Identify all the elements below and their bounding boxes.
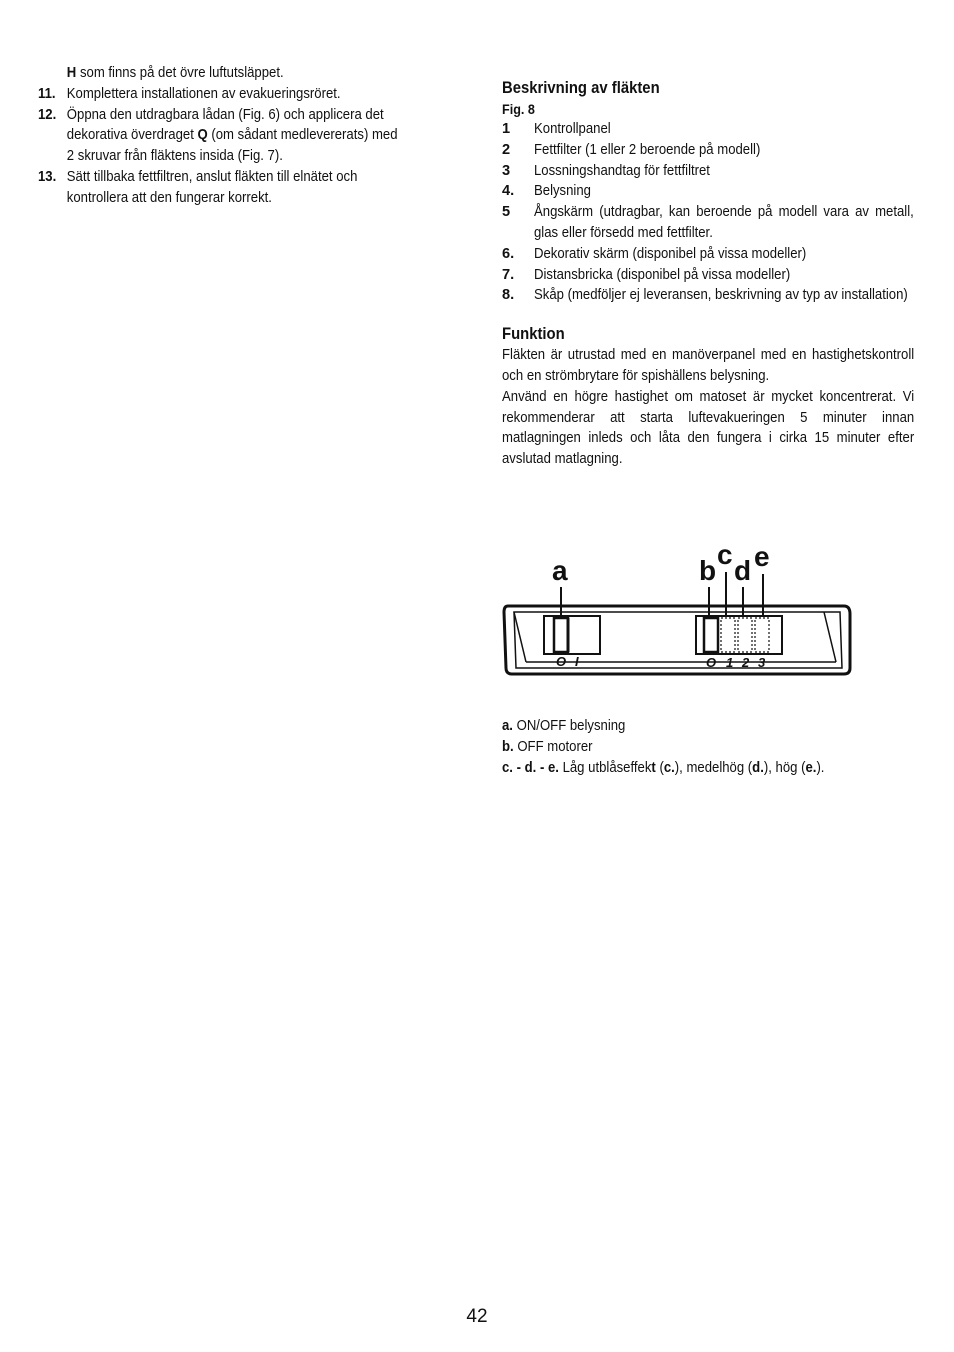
diagram-legend	[502, 716, 880, 778]
step-text: Komplettera installationen av evakueringsröret.	[66, 85, 341, 102]
part-item	[502, 161, 914, 182]
right-column	[502, 77, 914, 470]
legend-text: ).	[816, 759, 825, 776]
letter-d: d	[734, 555, 752, 586]
step-11	[38, 84, 405, 105]
part-item	[502, 181, 914, 202]
part-text: Ångskärm (utdragbar, kan beroende på modell vara av metall, glas eller försedd med fettfilter.	[534, 204, 914, 241]
step-number: 12.	[38, 106, 57, 123]
legend-key: b.	[502, 738, 514, 755]
letter-a: a	[552, 555, 568, 586]
part-number: 1	[502, 121, 511, 137]
label-q: Q	[197, 127, 208, 144]
step-number: 13.	[38, 168, 57, 185]
step-text: (om sådant medlevererats) med 2 skruvar från fläktens insida (Fig. 7).	[66, 127, 398, 165]
part-number: 7.	[502, 266, 515, 283]
part-text: Belysning	[534, 183, 591, 200]
legend-b	[502, 737, 880, 758]
step-text: Sätt tillbaka fettfiltren, anslut fläkten till elnätet och kontrollera att den fungerar korrekt.	[66, 168, 358, 206]
part-text: Dekorativ skärm (disponibel på vissa modeller)	[534, 245, 807, 262]
part-text: Distansbricka (disponibel på vissa modeller)	[534, 266, 791, 283]
fig-label: Fig. 8	[502, 101, 535, 117]
page-number: 42	[466, 1306, 488, 1327]
continued-text: som finns på det övre luftutsläppet.	[76, 65, 284, 81]
light-off-mark: O	[556, 654, 567, 669]
light-switch	[544, 616, 600, 654]
letter-e: e	[754, 541, 770, 572]
part-item	[502, 265, 914, 286]
speed-3-mark: 3	[758, 655, 766, 670]
continued-line	[38, 63, 405, 84]
letter-c: c	[717, 540, 733, 570]
function-paragraph: Använd en högre hastighet om matoset är mycket koncentrerat. Vi rekommenderar att starta luftevakueringen 5 minuter innan matlagningen inleds och låta den fungera i cirka 15 minuter efter avslutad matlagning.	[502, 388, 915, 468]
left-column	[38, 63, 446, 209]
part-item	[502, 140, 914, 161]
label-h: H	[66, 65, 77, 81]
function-text	[502, 345, 914, 470]
step-12	[38, 105, 405, 167]
letter-b: b	[699, 555, 717, 586]
legend-letter-e: e.	[805, 759, 817, 776]
left-text-block	[38, 63, 405, 209]
legend-text: ), hög (	[763, 759, 806, 776]
part-number: 4.	[502, 183, 515, 200]
legend-cde	[502, 758, 880, 779]
legend-text: (	[655, 759, 664, 776]
parts-list	[502, 119, 914, 306]
legend-a	[502, 716, 880, 737]
part-text: Lossningshandtag för fettfiltret	[534, 162, 710, 179]
light-on-mark: I	[575, 654, 579, 669]
part-number: 3	[502, 162, 511, 179]
step-number: 11.	[38, 85, 56, 102]
legend-letter-d: d.	[752, 759, 764, 776]
speed-off-mark: O	[706, 655, 717, 670]
part-number: 6.	[502, 245, 515, 262]
part-text: Skåp (medföljer ej leveransen, beskrivning av typ av installation)	[534, 287, 908, 304]
legend-text-bold: t	[651, 759, 656, 776]
legend-key: c. - d. - e.	[502, 759, 559, 776]
part-item	[502, 244, 914, 265]
control-panel-diagram	[500, 540, 856, 680]
legend-text: ), medelhög (	[674, 759, 753, 776]
speed-2-mark: 2	[742, 655, 750, 670]
part-number: 8.	[502, 287, 515, 304]
legend-text: ON/OFF belysning	[512, 718, 626, 734]
part-item	[502, 202, 914, 244]
function-paragraph: Fläkten är utrustad med en manöverpanel med en hastighetskontroll och en strömbrytare för spishällens belysning.	[502, 347, 915, 384]
step-13	[38, 167, 405, 209]
legend-text: OFF motorer	[513, 738, 593, 755]
part-text: Kontrollpanel	[534, 121, 611, 137]
part-number: 5	[502, 204, 511, 221]
heading-description: Beskrivning av fläkten	[502, 79, 660, 97]
legend-letter-c: c.	[663, 759, 675, 776]
part-number: 2	[502, 141, 511, 158]
heading-function: Funktion	[502, 325, 565, 344]
legend-key: a.	[502, 718, 513, 734]
part-item	[502, 119, 914, 140]
pointer-lines	[561, 572, 763, 620]
speed-1-mark: 1	[726, 655, 734, 670]
part-item	[502, 285, 914, 306]
part-text: Fettfilter (1 eller 2 beroende på modell)	[534, 141, 761, 158]
step-text: Öppna den utdragbara lådan (Fig. 6) och applicera det dekorativa överdraget	[66, 106, 384, 144]
diagram-letters	[552, 540, 770, 586]
legend-text: Låg utblåseffek	[558, 759, 652, 776]
